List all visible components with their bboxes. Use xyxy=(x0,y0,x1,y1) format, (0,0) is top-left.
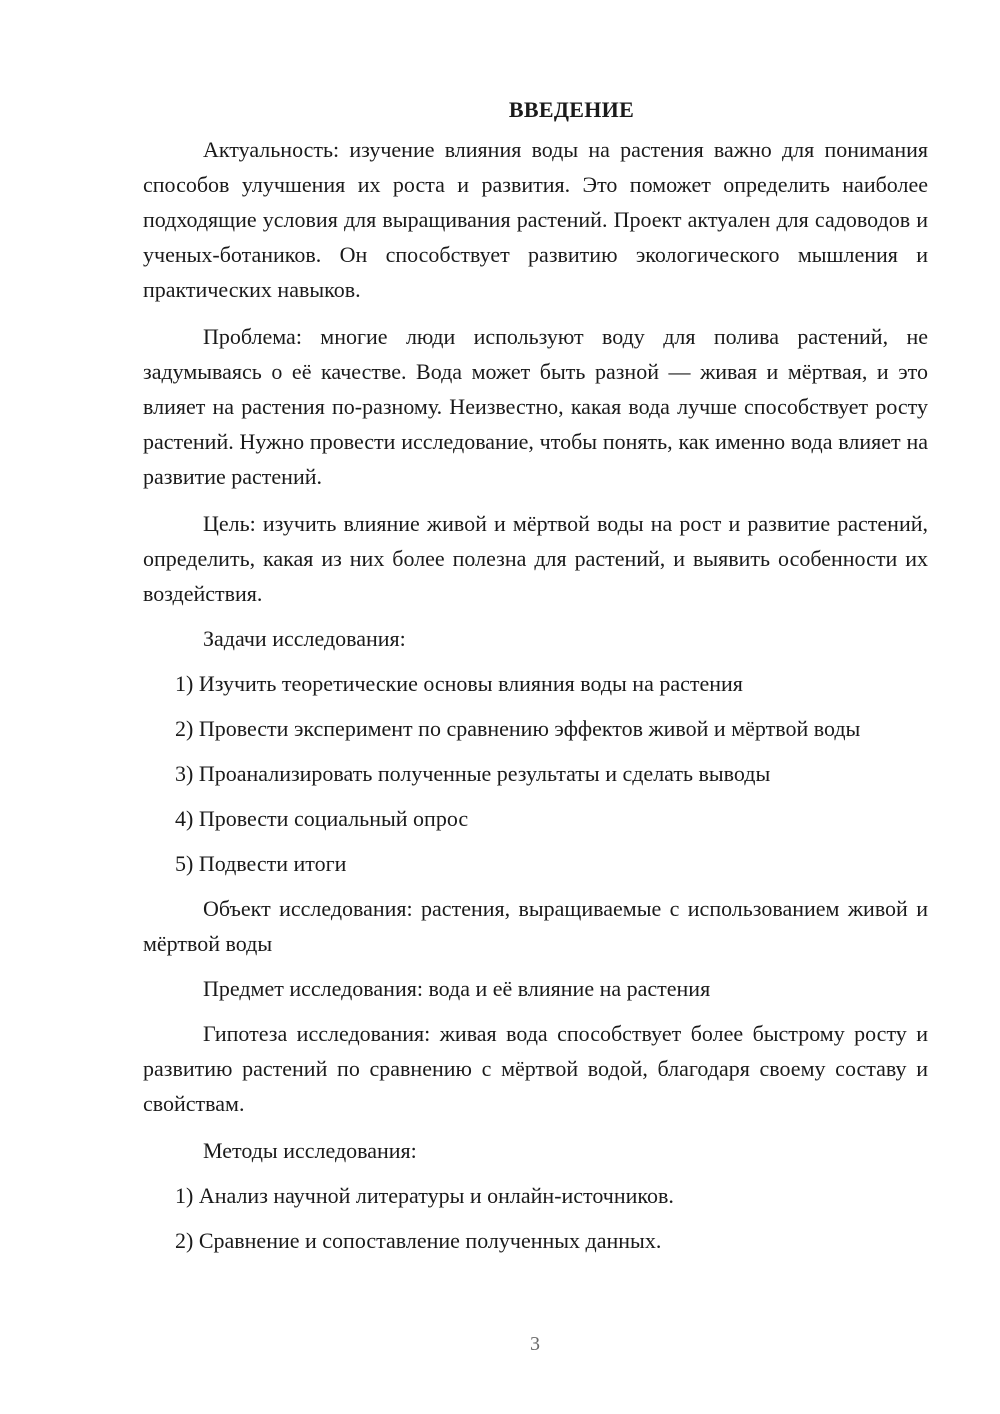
method-item-2: 2) Сравнение и сопоставление полученных данных. xyxy=(175,1228,662,1253)
document-page xyxy=(143,92,928,1258)
task-item-5: 5) Подвести итоги xyxy=(175,851,347,876)
relevance-paragraph: Актуальность: изучение влияния воды на растения важно для понимания способов улучшения их роста и развития. Это поможет определить наиболее подходящие условия для выращивания растений. Проект актуален для садоводов и ученых-ботаников. Он способствует развитию экологического мышления и практических навыков. xyxy=(143,137,928,302)
section-title: ВВЕДЕНИЕ xyxy=(508,97,635,122)
tasks-heading: Задачи исследования: xyxy=(203,626,406,651)
methods-heading: Методы исследования: xyxy=(203,1138,417,1163)
page-number: 3 xyxy=(530,1333,540,1355)
task-item-1: 1) Изучить теоретические основы влияния воды на растения xyxy=(175,671,743,696)
object-paragraph: Объект исследования: растения, выращиваемые с использованием живой и мёртвой воды xyxy=(143,896,928,956)
task-item-4: 4) Провести социальный опрос xyxy=(175,806,469,831)
task-item-3: 3) Проанализировать полученные результаты и сделать выводы xyxy=(175,761,771,786)
hypothesis-paragraph: Гипотеза исследования: живая вода способствует более быстрому росту и развитию растений по сравнению с мёртвой водой, благодаря своему составу и свойствам. xyxy=(143,1021,928,1116)
task-item-2: 2) Провести эксперимент по сравнению эффектов живой и мёртвой воды xyxy=(175,716,861,741)
method-item-1: 1) Анализ научной литературы и онлайн-источников. xyxy=(175,1183,674,1208)
problem-paragraph: Проблема: многие люди используют воду для полива растений, не задумываясь о её качестве. Вода может быть разной — живая и мёртвая, и это влияет на растения по-разному. Неизвестно, какая вода лучше способствует росту растений. Нужно провести исследование, чтобы понять, как именно вода влияет на развитие растений. xyxy=(143,324,928,489)
goal-paragraph: Цель: изучить влияние живой и мёртвой воды на рост и развитие растений, определить, какая из них более полезна для растений, и выявить особенности их воздействия. xyxy=(143,511,928,606)
subject-paragraph: Предмет исследования: вода и её влияние на растения xyxy=(203,976,711,1001)
